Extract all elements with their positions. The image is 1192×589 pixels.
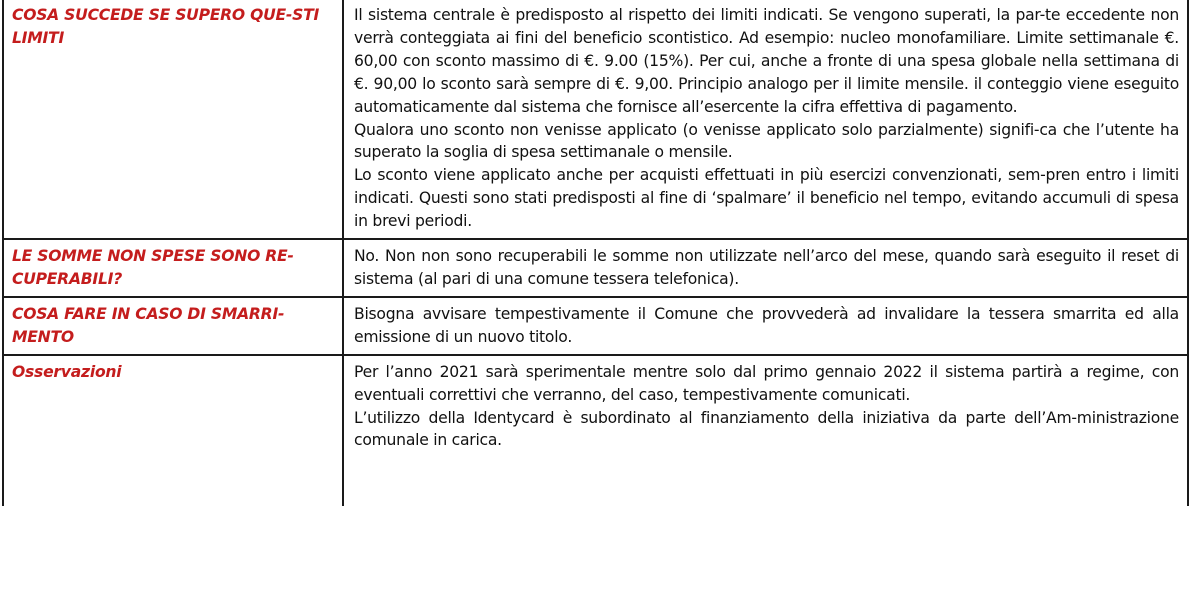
- answer-paragraph: L’utilizzo della Identycard è subordinato al finanziamento della iniziativa da parte dell’Am-ministrazione comunale in carica.: [354, 408, 1179, 450]
- answer-cell: [343, 0, 1188, 239]
- question-cell: LE SOMME NON SPESE SONO RE-CUPERABILI?: [3, 239, 343, 297]
- question-cell: Osservazioni: [3, 355, 343, 506]
- table-row: [3, 355, 1188, 506]
- table-row: [3, 239, 1188, 297]
- answer-paragraph: Per l’anno 2021 sarà sperimentale mentre solo dal primo gennaio 2022 il sistema partirà a regime, con eventuali correttivi che verranno, del caso, tempestivamente comunicati.: [354, 362, 1179, 404]
- answer-paragraph: Lo sconto viene applicato anche per acquisti effettuati in più esercizi convenzionati, sem-pren entro i limiti indicati. Questi sono stati predisposti al fine di ‘spalmare’ il beneficio nel tempo, evitando accumuli di spesa in brevi periodi.: [354, 166, 1179, 231]
- answer-cell: [343, 239, 1188, 297]
- answer-cell: [343, 355, 1188, 506]
- answer-cell: [343, 297, 1188, 355]
- table-row: [3, 0, 1188, 239]
- answer-paragraph: Il sistema centrale è predisposto al rispetto dei limiti indicati. Se vengono superati, la par-te eccedente non verrà conteggiata ai fini del beneficio scontistico. Ad esempio: nucleo monofamiliare. Limite settimanale €. 60,00 con sconto massimo di €. 9.00 (15%). Per cui, anche a fronte di una spesa globale nella settimana di €. 90,00 lo sconto sarà sempre di €. 9,00. Principio analogo per il limite mensile. il conteggio viene eseguito automaticamente dal sistema che fornisce all’esercente la cifra effettiva di pagamento.: [354, 6, 1179, 116]
- question-cell: COSA FARE IN CASO DI SMARRI-MENTO: [3, 297, 343, 355]
- question-cell: COSA SUCCEDE SE SUPERO QUE-STI LIMITI: [3, 0, 343, 239]
- answer-paragraph: No. Non non sono recuperabili le somme non utilizzate nell’arco del mese, quando sarà eseguito il reset di sistema (al pari di una comune tessera telefonica).: [354, 247, 1179, 288]
- table-row: [3, 297, 1188, 355]
- answer-paragraph: Qualora uno sconto non venisse applicato (o venisse applicato solo parzialmente) signifi-ca che l’utente ha superato la soglia di spesa settimanale o mensile.: [354, 120, 1179, 162]
- answer-paragraph: Bisogna avvisare tempestivamente il Comune che provvederà ad invalidare la tessera smarrita ed alla emissione di un nuovo titolo.: [354, 304, 1179, 346]
- faq-table: [2, 0, 1189, 506]
